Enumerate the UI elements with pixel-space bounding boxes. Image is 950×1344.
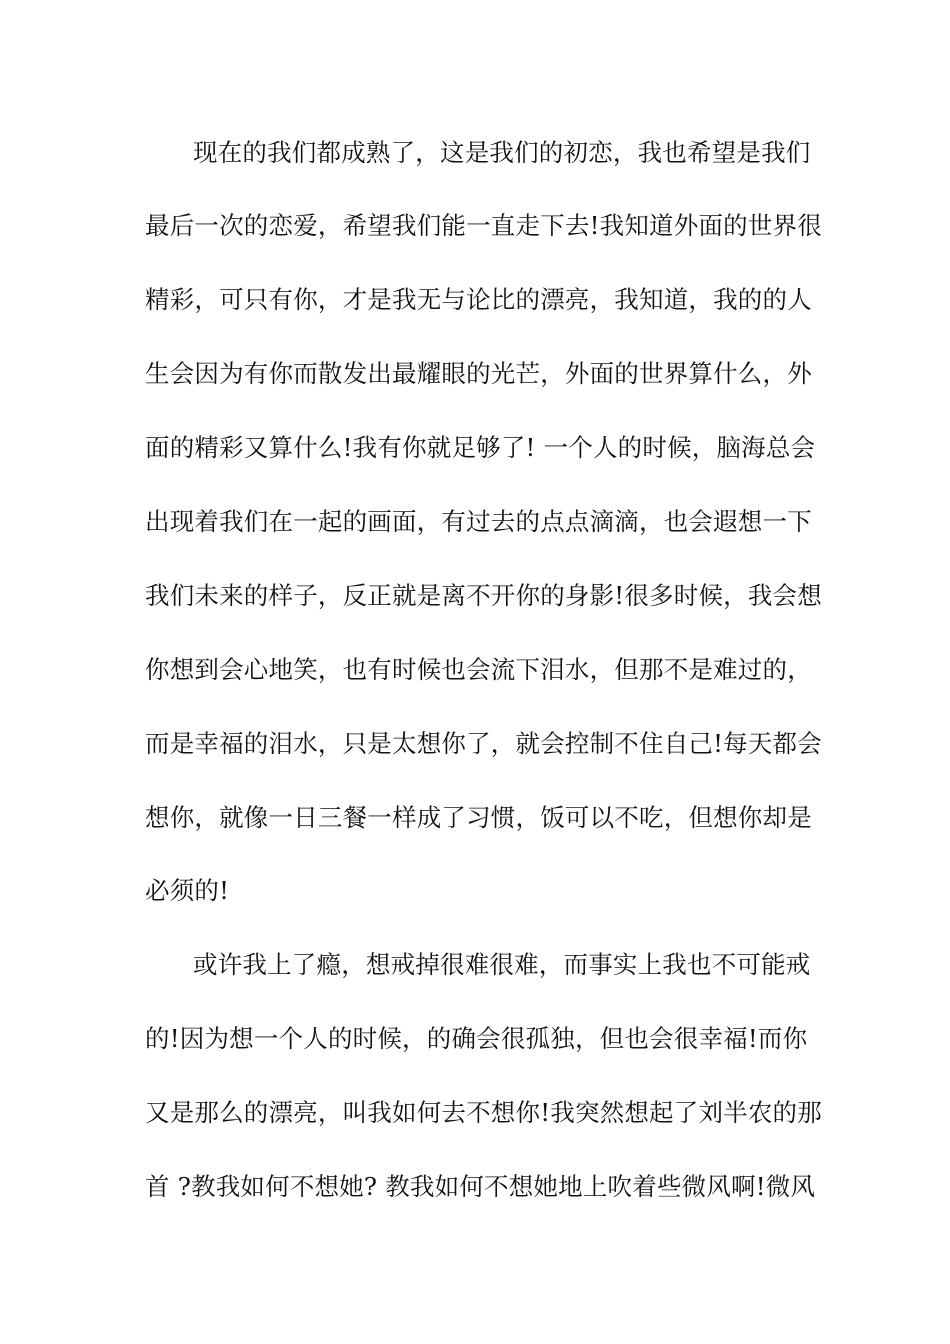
paragraph-1-line-5: 面的精彩又算什么!我有你就足够了! 一个人的时候，脑海总会 [145,433,816,462]
paragraph-2-line-4: 首 ?教我如何不想她? 教我如何不想她地上吹着些微风啊!微风 [145,1172,816,1201]
paragraph-1-line-9: 而是幸福的泪水，只是太想你了，就会控制不住自己!每天都会 [145,729,822,758]
paragraph-2-line-1: 或许我上了瘾，想戒掉很难很难，而事实上我也不可能戒 [193,950,811,979]
paragraph-1-line-2: 最后一次的恋爱，希望我们能一直走下去!我知道外面的世界很 [145,211,822,240]
paragraph-1-line-3: 精彩，可只有你，才是我无与论比的漂亮，我知道，我的的人 [145,285,812,314]
paragraph-1-line-10: 想你，就像一日三餐一样成了习惯，饭可以不吃，但想你却是 [145,803,812,832]
paragraph-1-line-7: 我们未来的样子，反正就是离不开你的身影!很多时候，我会想 [145,581,822,610]
paragraph-2-line-2: 的!因为想一个人的时候，的确会很孤独，但也会很幸福!而你 [145,1024,808,1053]
paragraph-1-line-4: 生会因为有你而散发出最耀眼的光芒，外面的世界算什么，外 [145,359,812,388]
paragraph-1-line-1: 现在的我们都成熟了，这是我们的初恋，我也希望是我们 [193,138,811,167]
paragraph-1-line-11: 必须的! [145,876,230,905]
paragraph-1-line-6: 出现着我们在一起的画面，有过去的点点滴滴，也会遐想一下 [145,507,812,536]
paragraph-2-line-3: 又是那么的漂亮，叫我如何去不想你!我突然想起了刘半农的那 [145,1098,822,1127]
paragraph-1-line-8: 你想到会心地笑，也有时候也会流下泪水，但那不是难过的， [145,655,812,684]
